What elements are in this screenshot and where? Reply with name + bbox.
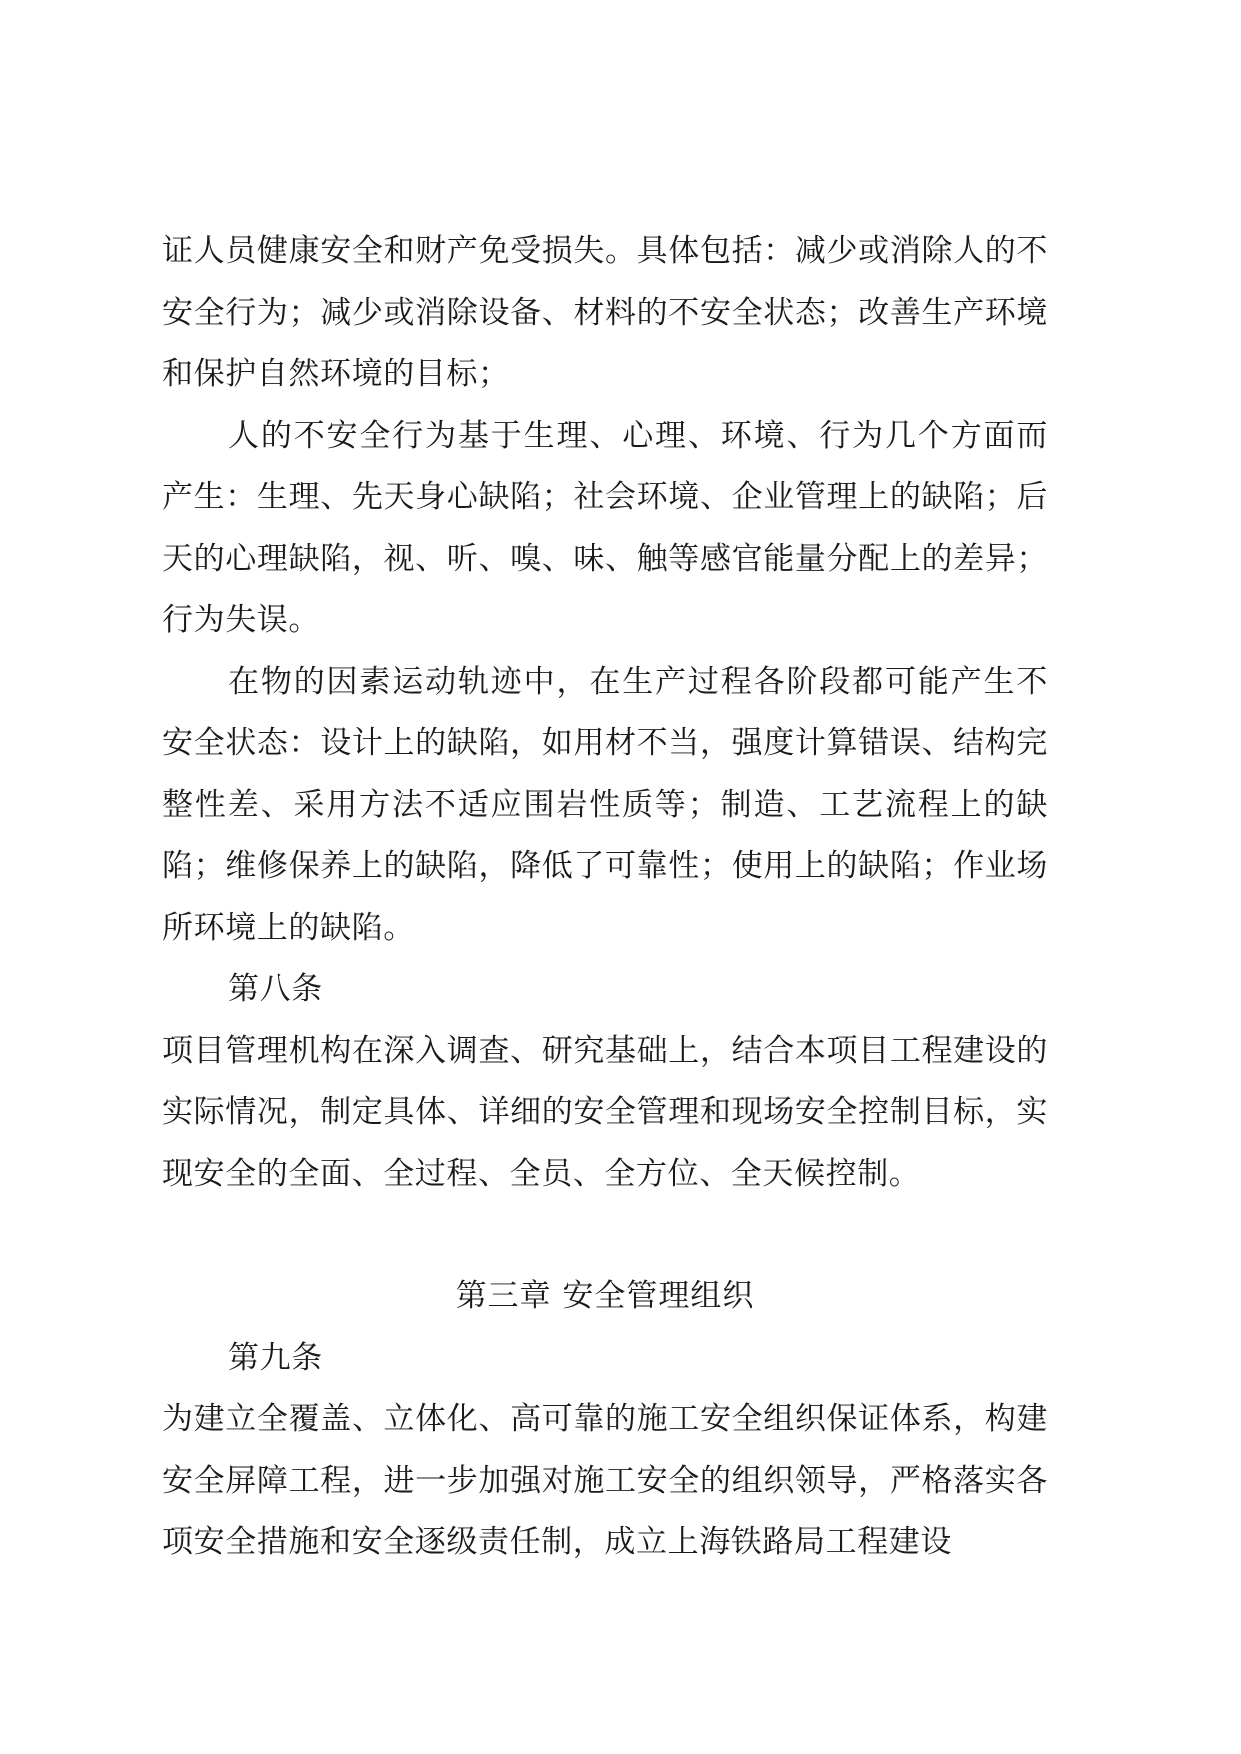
article-9-heading: 第九条 <box>228 1339 323 1376</box>
article-8-heading: 第八条 <box>228 971 323 1007</box>
document-page <box>162 221 1048 1574</box>
article-9-text: 为建立全覆盖、立体化、高可靠的施工安全组织保证体系，构建安全屏障工程，进一步加强对施工安全的组织领导，严格落实各项安全措施和安全逐级责任制，成立上海铁路局工程建设 <box>162 1401 1048 1560</box>
paragraph-unsafe-behavior: 人的不安全行为基于生理、心理、环境、行为几个方面而产生：生理、先天身心缺陷；社会环境、企业管理上的缺陷；后天的心理缺陷，视、听、嗅、味、触等感官能量分配上的差异；行为失误。 <box>162 417 1048 638</box>
chapter-title: 第三章 安全管理组织 <box>455 1278 755 1314</box>
paragraph-continuation: 证人员健康安全和财产免受损失。具体包括：减少或消除人的不安全行为；减少或消除设备、材料的不安全状态；改善生产环境和保护自然环境的目标； <box>162 233 1048 392</box>
article-8-text: 项目管理机构在深入调查、研究基础上，结合本项目工程建设的实际情况，制定具体、详细的安全管理和现场安全控制目标，实现安全的全面、全过程、全员、全方位、全天候控制。 <box>162 1032 1048 1192</box>
paragraph-unsafe-state: 在物的因素运动轨迹中，在生产过程各阶段都可能产生不安全状态：设计上的缺陷，如用材不当，强度计算错误、结构完整性差、采用方法不适应围岩性质等；制造、工艺流程上的缺陷；维修保养上的缺陷，降低了可靠性；使用上的缺陷；作业场所环境上的缺陷。 <box>162 663 1048 946</box>
